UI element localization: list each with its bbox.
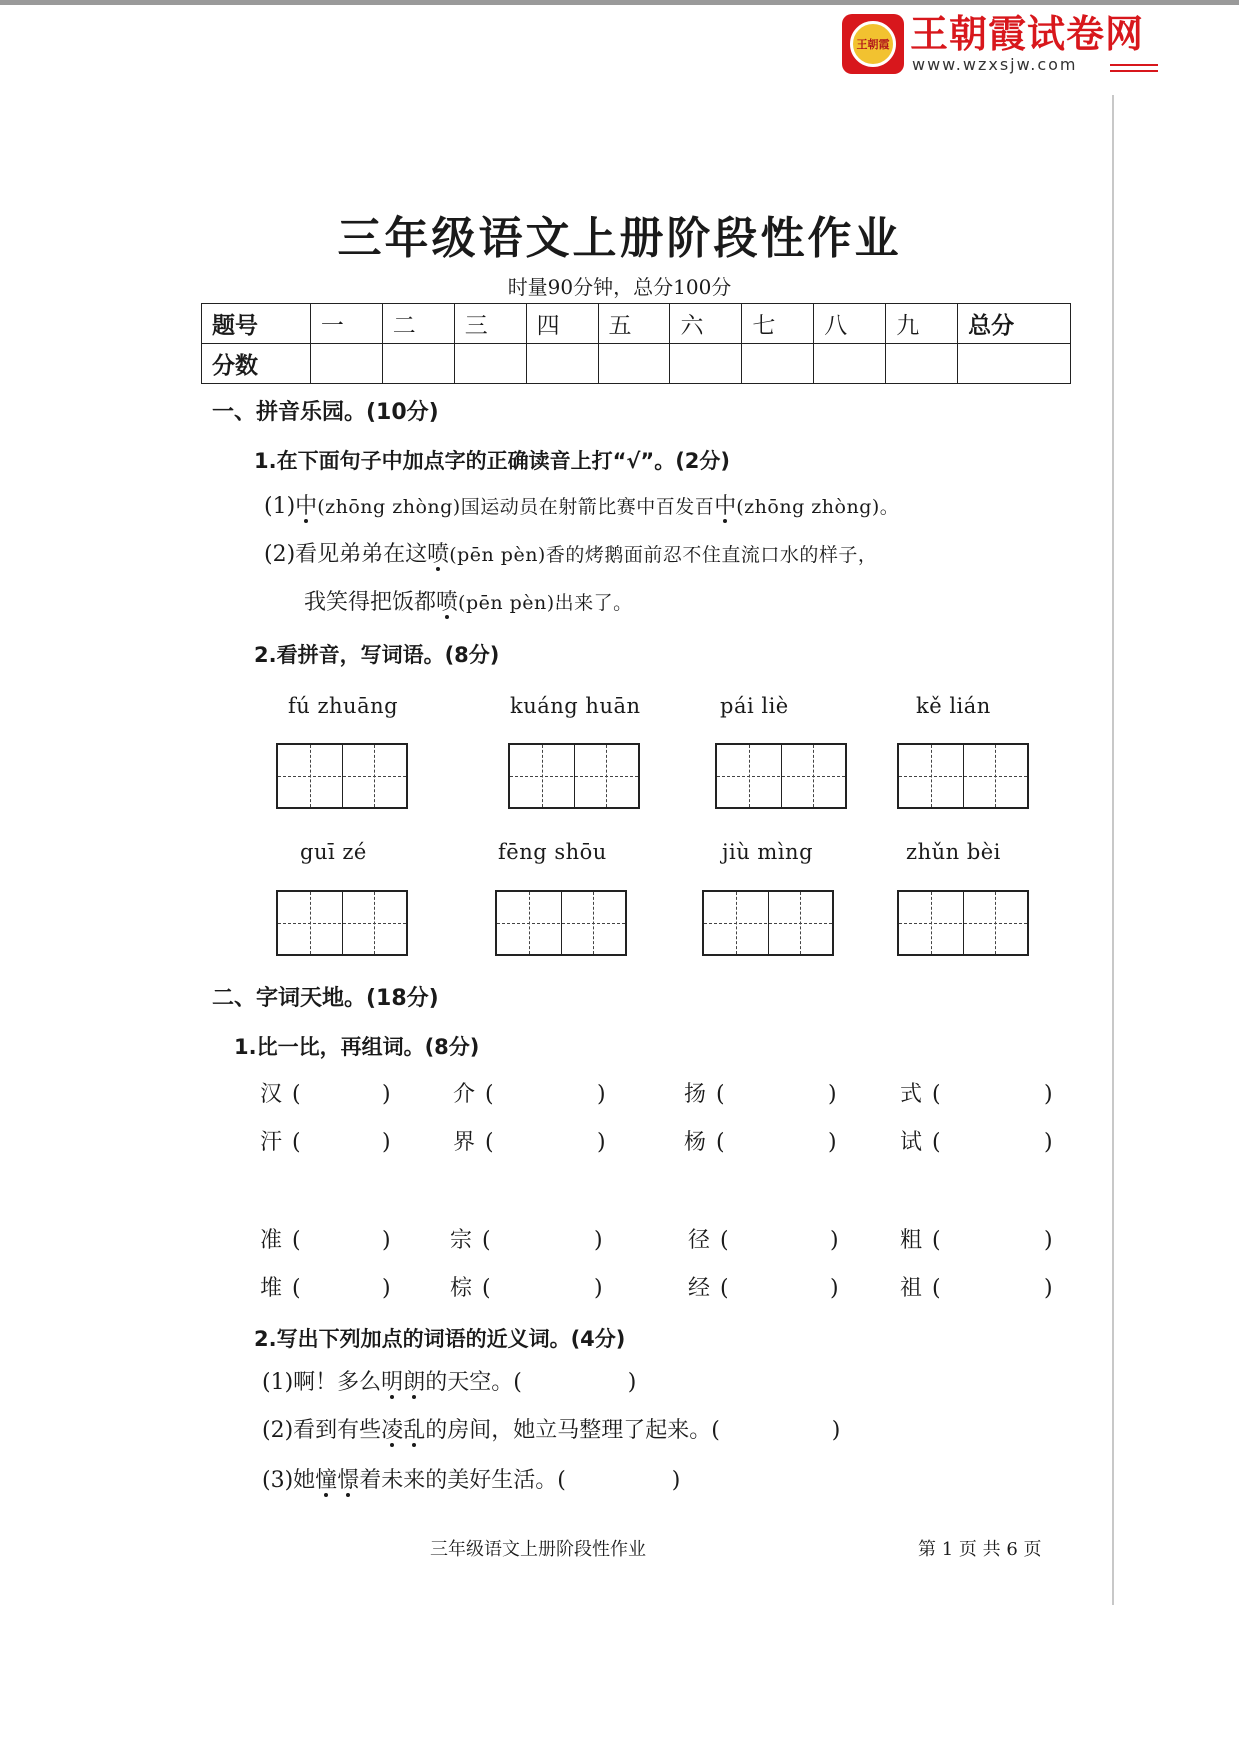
- section-2-q2-sentence-2: (2)看到有些凌乱的房间，她立马整理了起来。( ): [262, 1418, 841, 1443]
- score-table-header-cell: 六: [670, 304, 742, 344]
- footer-title: 三年级语文上册阶段性作业: [430, 1539, 646, 1560]
- section-1-q1-sentence-1: [264, 490, 899, 524]
- score-cell[interactable]: [742, 344, 814, 384]
- score-table-header-cell: 二: [382, 304, 454, 344]
- dotted-char: 憬: [337, 1468, 360, 1493]
- writing-grid[interactable]: [897, 743, 1029, 809]
- score-cell[interactable]: [670, 344, 742, 384]
- logo-emblem-text: 王朝霞: [850, 21, 896, 67]
- pinyin-choice[interactable]: (zhōng zhòng)。: [736, 496, 900, 518]
- text: 我笑得把饭都: [304, 590, 437, 615]
- compare-item[interactable]: 试 ( ): [900, 1130, 1053, 1155]
- pinyin-choice[interactable]: (pēn pèn)出来了。: [458, 592, 633, 614]
- pinyin-prompt: zhǔn bèi: [906, 840, 1001, 864]
- pinyin-choice[interactable]: (zhōng zhòng)国运动员在射箭比赛中百发百: [317, 496, 715, 518]
- score-cell[interactable]: [598, 344, 670, 384]
- compare-item[interactable]: 经 ( ): [688, 1276, 839, 1301]
- section-2-q2-sentence-1: (1)啊！多么明朗的天空。( ): [262, 1370, 637, 1395]
- dotted-char: 明: [381, 1370, 404, 1395]
- text: (2)看见弟弟在这: [264, 542, 428, 567]
- logo-url: www.wzxsjw.com: [912, 55, 1078, 74]
- pinyin-prompt: pái liè: [720, 694, 789, 718]
- score-table-header-cell: 总分: [958, 304, 1071, 344]
- dotted-char: 凌: [381, 1418, 404, 1443]
- scan-top-edge: [0, 0, 1239, 5]
- pinyin-choice[interactable]: (pēn pèn)香的烤鹅面前忍不住直流口水的样子，: [449, 544, 878, 566]
- writing-grid[interactable]: [715, 743, 847, 809]
- score-table-header-cell: 八: [814, 304, 886, 344]
- score-table: [201, 303, 1071, 384]
- page-title: 三年级语文上册阶段性作业: [337, 213, 902, 264]
- logo-name: 王朝霞试卷网: [910, 12, 1145, 56]
- writing-grid[interactable]: [508, 743, 640, 809]
- compare-item[interactable]: 汉 ( ): [260, 1082, 391, 1107]
- compare-item[interactable]: 式 ( ): [900, 1082, 1053, 1107]
- score-table-score-row: [202, 344, 1071, 384]
- score-table-header-cell: 题号: [202, 304, 311, 344]
- score-cell[interactable]: [310, 344, 382, 384]
- logo-stripes-icon: [1110, 64, 1158, 72]
- pinyin-prompt: kuáng huān: [510, 694, 641, 718]
- compare-item[interactable]: 粗 ( ): [900, 1228, 1053, 1253]
- score-cell[interactable]: [454, 344, 526, 384]
- dotted-char: 中: [714, 494, 737, 519]
- section-1-q1-prompt: 1.在下面句子中加点字的正确读音上打“√”。(2分): [254, 449, 731, 473]
- score-table-header-cell: 九: [886, 304, 958, 344]
- section-2-q2-prompt: 2.写出下列加点的词语的近义词。(4分): [254, 1327, 626, 1351]
- dotted-char: 朗: [403, 1370, 426, 1395]
- section-2-q1-prompt: 1.比一比，再组词。(8分): [234, 1035, 480, 1059]
- text: (1): [264, 494, 296, 519]
- score-row-label: 分数: [202, 344, 311, 384]
- scan-right-edge: [1112, 95, 1114, 1605]
- score-table-header-cell: 四: [526, 304, 598, 344]
- section-1-q1-sentence-3: [304, 586, 633, 620]
- score-table-header-cell: 一: [310, 304, 382, 344]
- section-2-q2-sentence-3: (3)她憧憬着未来的美好生活。( ): [262, 1468, 681, 1493]
- writing-grid[interactable]: [897, 890, 1029, 956]
- score-table-header-cell: 三: [454, 304, 526, 344]
- section-1-q2-prompt: 2.看拼音，写词语。(8分): [254, 643, 500, 667]
- writing-grid[interactable]: [276, 743, 408, 809]
- section-1-heading: 一、拼音乐园。(10分): [212, 400, 439, 425]
- section-2-heading: 二、字词天地。(18分): [212, 986, 439, 1011]
- dotted-char: 喷: [436, 590, 459, 615]
- dotted-char: 憧: [315, 1468, 338, 1493]
- compare-item[interactable]: 界 ( ): [453, 1130, 606, 1155]
- page-subtitle: 时量90分钟，总分100分: [507, 275, 732, 299]
- score-cell[interactable]: [814, 344, 886, 384]
- pinyin-prompt: kě lián: [916, 694, 991, 718]
- pinyin-prompt: fēng shōu: [498, 840, 607, 864]
- dotted-char: 中: [295, 494, 318, 519]
- compare-item[interactable]: 介 ( ): [453, 1082, 606, 1107]
- site-logo[interactable]: [842, 12, 1172, 76]
- compare-item[interactable]: 祖 ( ): [900, 1276, 1053, 1301]
- compare-item[interactable]: 扬 ( ): [684, 1082, 837, 1107]
- score-cell[interactable]: [526, 344, 598, 384]
- compare-item[interactable]: 棕 ( ): [450, 1276, 603, 1301]
- score-cell[interactable]: [886, 344, 958, 384]
- compare-item[interactable]: 堆 ( ): [260, 1276, 391, 1301]
- score-table-header-cell: 五: [598, 304, 670, 344]
- writing-grid[interactable]: [495, 890, 627, 956]
- compare-item[interactable]: 准 ( ): [260, 1228, 391, 1253]
- pinyin-prompt: fú zhuāng: [288, 694, 399, 718]
- score-cell[interactable]: [382, 344, 454, 384]
- pinyin-prompt: jiù mìng: [722, 840, 814, 864]
- compare-item[interactable]: 宗 ( ): [450, 1228, 603, 1253]
- score-cell[interactable]: [958, 344, 1071, 384]
- writing-grid[interactable]: [702, 890, 834, 956]
- page-number: 第 1 页 共 6 页: [918, 1539, 1042, 1560]
- compare-item[interactable]: 杨 ( ): [684, 1130, 837, 1155]
- section-1-q1-sentence-2: [264, 538, 877, 572]
- score-table-header-row: [202, 304, 1071, 344]
- compare-item[interactable]: 径 ( ): [688, 1228, 839, 1253]
- logo-emblem-icon: [842, 14, 904, 74]
- dotted-char: 喷: [427, 542, 450, 567]
- dotted-char: 乱: [403, 1418, 426, 1443]
- score-table-header-cell: 七: [742, 304, 814, 344]
- writing-grid[interactable]: [276, 890, 408, 956]
- compare-item[interactable]: 汗 ( ): [260, 1130, 391, 1155]
- pinyin-prompt: guī zé: [300, 840, 367, 864]
